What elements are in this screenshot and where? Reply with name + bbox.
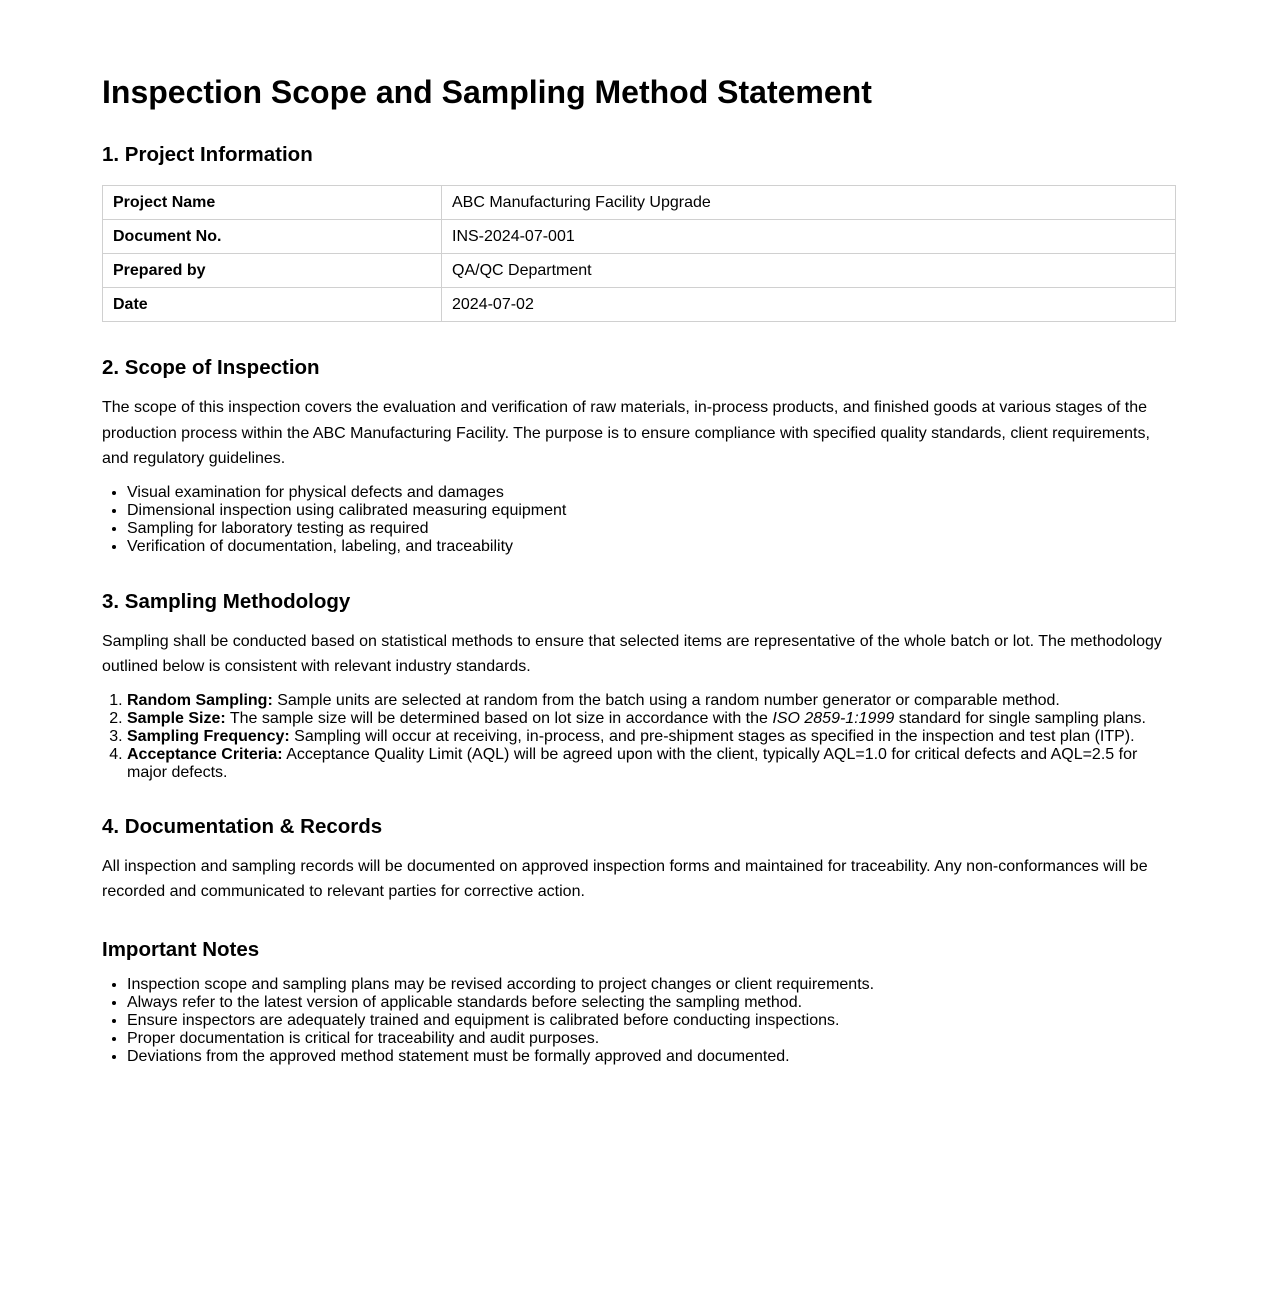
list-item bbox=[127, 710, 1167, 728]
list-item: • Verification of documentation, labeling, and traceability bbox=[127, 538, 1176, 556]
list-item: • Inspection scope and sampling plans may be revised according to project changes or client requirements. bbox=[127, 976, 1176, 994]
date-value: 2024-07-02 bbox=[442, 288, 1176, 322]
section-heading-documentation-records: 4. Documentation & Records bbox=[102, 814, 383, 838]
list-item-text: standard for single sampling plans. bbox=[894, 709, 1146, 727]
project-info-table bbox=[102, 185, 1176, 322]
project-name-label: Project Name bbox=[103, 186, 442, 220]
list-item bbox=[127, 728, 1167, 746]
records-paragraph: All inspection and sampling records will be documented on approved inspection forms and maintained for traceability. Any non-conformances will be recorded and communicated to relevant parties for corrective action. bbox=[102, 857, 1148, 900]
scope-paragraph: The scope of this inspection covers the evaluation and verification of raw materials, in-process products, and finished goods at various stages of the production process within the ABC Manufacturing Facility. The purpose is to ensure compliance with specified quality standards, client requirements, and regulatory guidelines. bbox=[102, 399, 1150, 467]
document-no-value: INS-2024-07-001 bbox=[442, 220, 1176, 254]
prepared-by-value: QA/QC Department bbox=[442, 254, 1176, 288]
list-item: • Ensure inspectors are adequately trained and equipment is calibrated before conducting inspections. bbox=[127, 1012, 1176, 1030]
methodology-list bbox=[102, 692, 1167, 782]
list-item bbox=[127, 692, 1167, 710]
list-item-term: Sampling Frequency: bbox=[127, 727, 290, 745]
list-item-text: The sample size will be determined based on lot size in accordance with the bbox=[225, 709, 773, 727]
list-item: • Deviations from the approved method statement must be formally approved and documented. bbox=[127, 1048, 1176, 1066]
list-item: • Sampling for laboratory testing as required bbox=[127, 520, 1176, 538]
list-item-text: Sample units are selected at random from the batch using a random number generator or comparable method. bbox=[272, 691, 1060, 709]
list-item: • Visual examination for physical defects and damages bbox=[127, 484, 1176, 502]
prepared-by-label: Prepared by bbox=[103, 254, 442, 288]
table-row bbox=[103, 254, 1176, 288]
section-heading-scope: 2. Scope of Inspection bbox=[102, 356, 320, 379]
section-heading-sampling-methodology: 3. Sampling Methodology bbox=[102, 589, 351, 613]
list-item bbox=[127, 746, 1167, 782]
scope-list bbox=[102, 484, 1176, 556]
standard-reference: ISO 2859-1:1999 bbox=[772, 709, 895, 727]
table-row bbox=[103, 220, 1176, 254]
section-heading-project-information: 1. Project Information bbox=[102, 143, 313, 166]
section-heading-important-notes: Important Notes bbox=[102, 937, 260, 961]
list-item: • Dimensional inspection using calibrated measuring equipment bbox=[127, 502, 1176, 520]
notes-list bbox=[102, 976, 1176, 1066]
project-name-value: ABC Manufacturing Facility Upgrade bbox=[442, 186, 1176, 220]
list-item-text: Sampling will occur at receiving, in-process, and pre-shipment stages as specified in the inspection and test plan (ITP). bbox=[289, 727, 1135, 745]
document-title: Inspection Scope and Sampling Method Statement bbox=[102, 74, 872, 110]
date-label: Date bbox=[103, 288, 442, 322]
list-item-term: Random Sampling: bbox=[127, 691, 273, 709]
list-item-term: Sample Size: bbox=[127, 709, 226, 727]
list-item-text: Acceptance Quality Limit (AQL) will be agreed upon with the client, typically AQL=1.0 for critical defects and AQL=2.5 for major defects. bbox=[127, 745, 1138, 781]
list-item-term: Acceptance Criteria: bbox=[127, 745, 283, 763]
list-item: • Proper documentation is critical for traceability and audit purposes. bbox=[127, 1030, 1176, 1048]
table-row bbox=[103, 288, 1176, 322]
methodology-paragraph: Sampling shall be conducted based on statistical methods to ensure that selected items are representative of the whole batch or lot. The methodology outlined below is consistent with relevant industry standards. bbox=[102, 632, 1162, 675]
list-item: • Always refer to the latest version of applicable standards before selecting the sampling method. bbox=[127, 994, 1176, 1012]
table-row bbox=[103, 186, 1176, 220]
document-no-label: Document No. bbox=[103, 220, 442, 254]
